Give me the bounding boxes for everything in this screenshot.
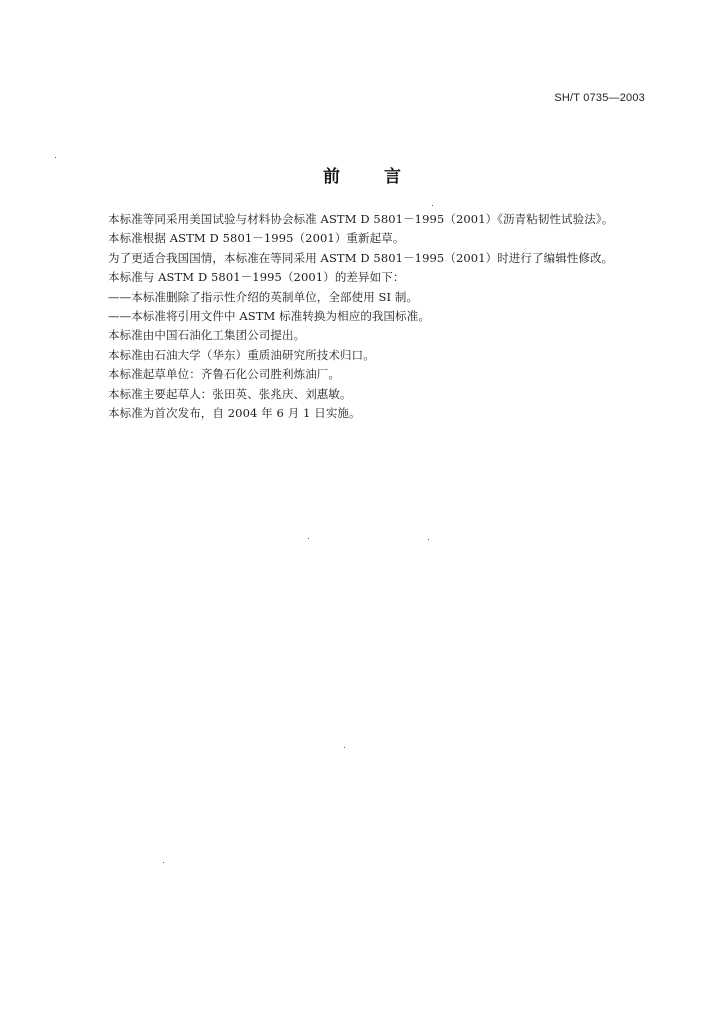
title-char-1: 前	[323, 167, 340, 187]
paragraph-line: 本标准由石油大学（华东）重质油研究所技术归口。	[108, 347, 375, 362]
paragraph-line: 为了更适合我国国情，本标准在等同采用 ASTM D 5801－1995（2001）时进行了编辑性修改。	[108, 250, 614, 265]
paragraph-line: 本标准根据 ASTM D 5801－1995（2001）重新起草。	[108, 231, 405, 246]
paragraph-line: 本标准等同采用美国试验与材料协会标准 ASTM D 5801－1995（2001）《沥青粘韧性试验法》。	[108, 212, 614, 226]
title-char-2: 言	[384, 167, 401, 187]
list-item: ——本标准将引用文件中 ASTM 标准转换为相应的我国标准。	[108, 309, 430, 324]
paragraph-line: 本标准为首次发布，自 2004 年 6 月 1 日实施。	[108, 406, 361, 421]
scan-speck	[344, 747, 345, 748]
scan-speck	[428, 539, 429, 540]
list-item: ——本标准删除了指示性介绍的英制单位，全部使用 SI 制。	[108, 289, 419, 304]
paragraph-line: 本标准起草单位：齐鲁石化公司胜利炼油厂。	[108, 367, 340, 382]
foreword-body	[108, 210, 648, 423]
scan-speck	[308, 538, 309, 539]
paragraph-line: 本标准主要起草人：张田英、张兆庆、刘惠敏。	[108, 386, 352, 401]
scan-speck	[55, 157, 56, 158]
scan-speck	[163, 862, 164, 863]
page-title	[0, 162, 724, 187]
scan-speck	[432, 205, 433, 206]
paragraph-line: 本标准与 ASTM D 5801－1995（2001）的差异如下：	[108, 270, 405, 285]
paragraph-line: 本标准由中国石油化工集团公司提出。	[108, 328, 306, 343]
document-code: SH/T 0735—2003	[554, 92, 645, 104]
